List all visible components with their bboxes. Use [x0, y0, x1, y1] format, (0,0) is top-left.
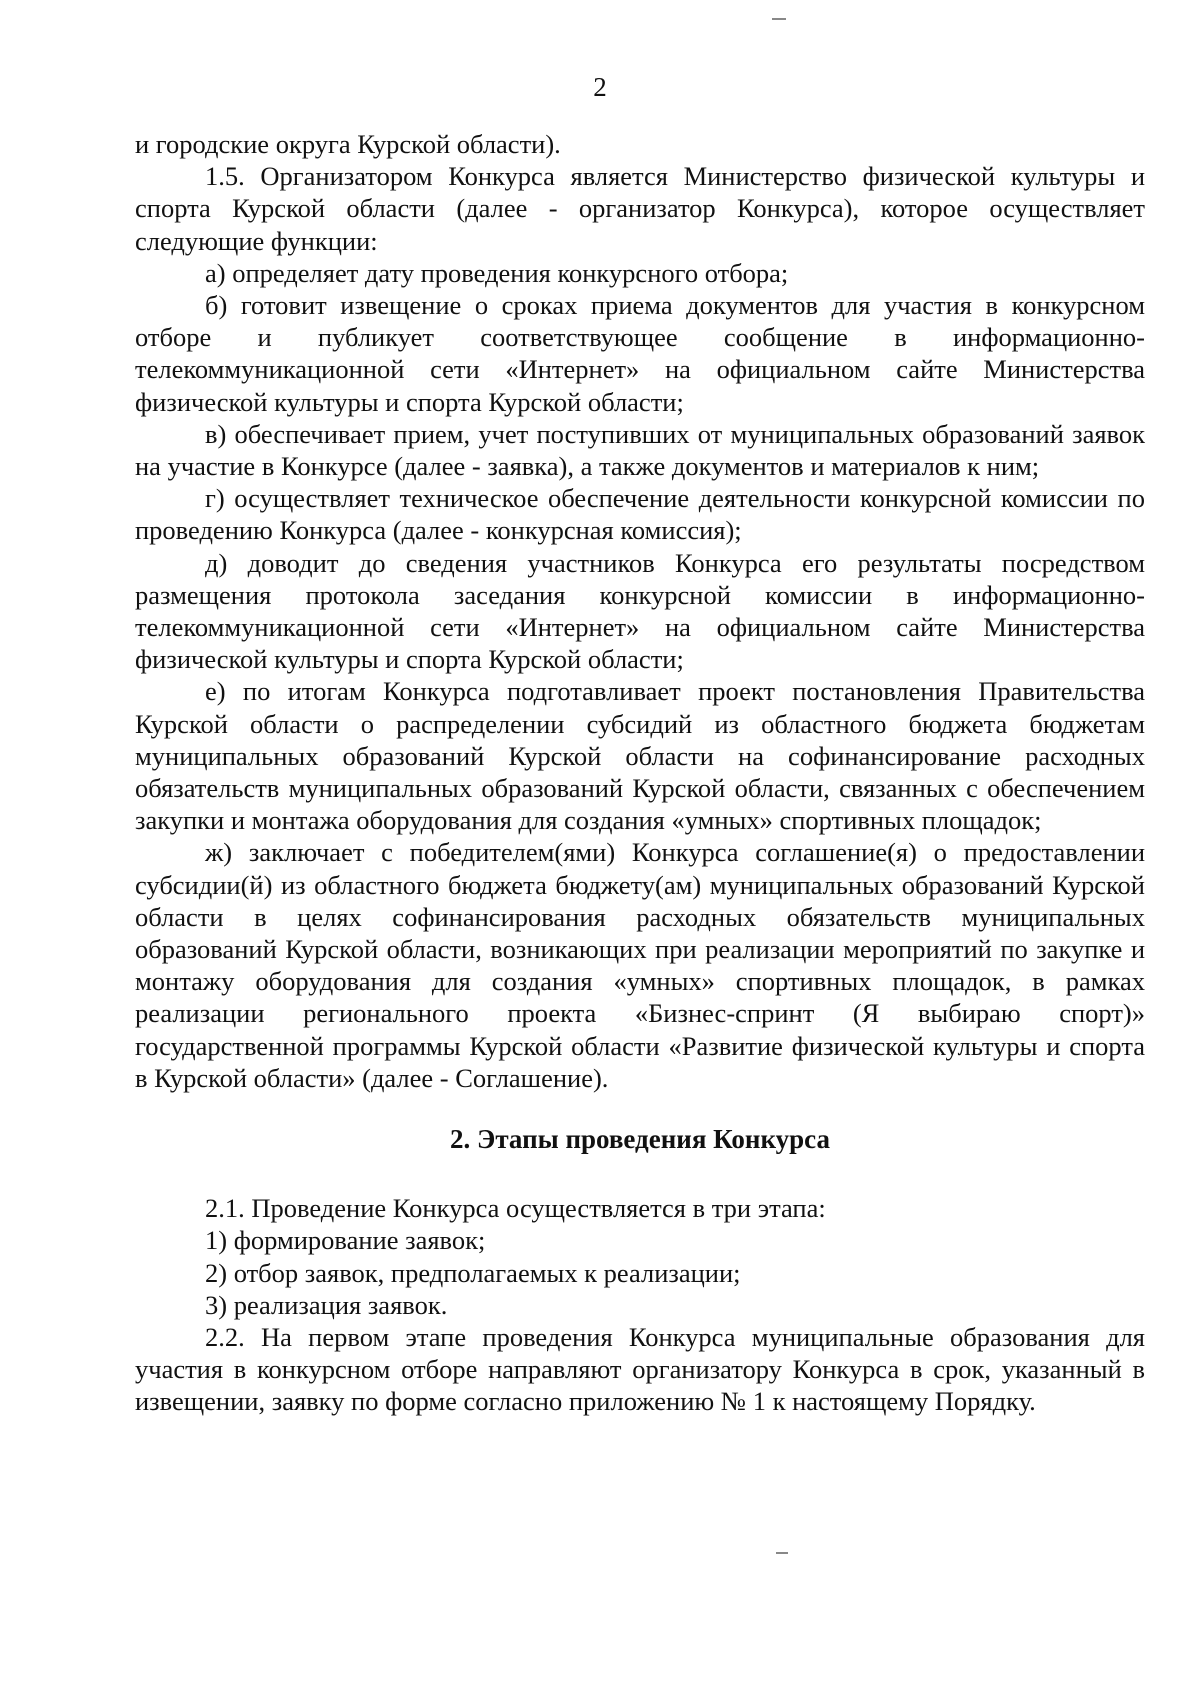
page-number: 2 [593, 72, 607, 102]
document-body [135, 128, 1145, 1418]
list-item-b: б) готовит извещение о сроках приема документов для участия в конкурсном отборе и публикует соответствующее сообщение в информационно-телекоммуникационной сети «Интернет» на официальном сайте Министерства физической культуры и спорта Курской области; [135, 290, 1145, 417]
paragraph-continuation: и городские округа Курской области). [135, 129, 561, 159]
paragraph-2-1: 2.1. Проведение Конкурса осуществляется в три этапа: [205, 1193, 826, 1224]
stage-item-1: 1) формирование заявок; [205, 1225, 486, 1256]
list-item-d: д) доводит до сведения участников Конкурса его результаты посредством размещения протокола заседания конкурсной комиссии в информационно-телекоммуникационной сети «Интернет» на официальном сайте Министерства физической культуры и спорта Курской области; [135, 547, 1145, 675]
scan-artifact [772, 18, 786, 20]
section-heading: 2. Этапы проведения Конкурса [450, 1124, 830, 1155]
list-item-a: а) определяет дату проведения конкурсного отбора; [205, 257, 789, 288]
list-item-e: е) по итогам Конкурса подготавливает проект постановления Правительства Курской области о распределении субсидий из областного бюджета бюджетам муниципальных образований Курской области на софинансирование расходных обязательств муниципальных образований Курской области, связанных с обеспечением закупки и монтажа оборудования для создания «умных» спортивных площадок; [135, 676, 1145, 836]
paragraph-1-5: 1.5. Организатором Конкурса является Министерство физической культуры и спорта Курской области (далее - организатор Конкурса), которое осуществляет следующие функции: [135, 161, 1145, 256]
list-item-zh: ж) заключает с победителем(ями) Конкурса соглашение(я) о предоставлении субсидии(й) из областного бюджета бюджету(ам) муниципальных образований Курской области в целях софинансирования расходных обязательств муниципальных образований Курской области, возникающих при реализации мероприятий по закупке и монтажу оборудования для создания «умных» спортивных площадок, в рамках реализации регионального проекта «Бизнес-спринт (Я выбираю спорт)» государственной программы Курской области «Развитие физической культуры и спорта в Курской области» (далее - Соглашение). [135, 837, 1145, 1093]
stage-item-3: 3) реализация заявок. [205, 1289, 448, 1320]
section-2-body [135, 1192, 1145, 1417]
paragraph-2-2: 2.2. На первом этапе проведения Конкурса муниципальные образования для участия в конкурсном отборе направляют организатору Конкурса в срок, указанный в извещении, заявку по форме согласно приложению № 1 к настоящему Порядку. [135, 1321, 1145, 1417]
stage-item-2: 2) отбор заявок, предполагаемых к реализации; [205, 1257, 741, 1288]
list-item-g: г) осуществляет техническое обеспечение деятельности конкурсной комиссии по проведению Конкурса (далее - конкурсная комиссия); [135, 483, 1145, 546]
scan-artifact [776, 1552, 788, 1554]
list-item-v: в) обеспечивает прием, учет поступивших от муниципальных образований заявок на участие в Конкурсе (далее - заявка), а также документов и материалов к ним; [135, 418, 1145, 482]
